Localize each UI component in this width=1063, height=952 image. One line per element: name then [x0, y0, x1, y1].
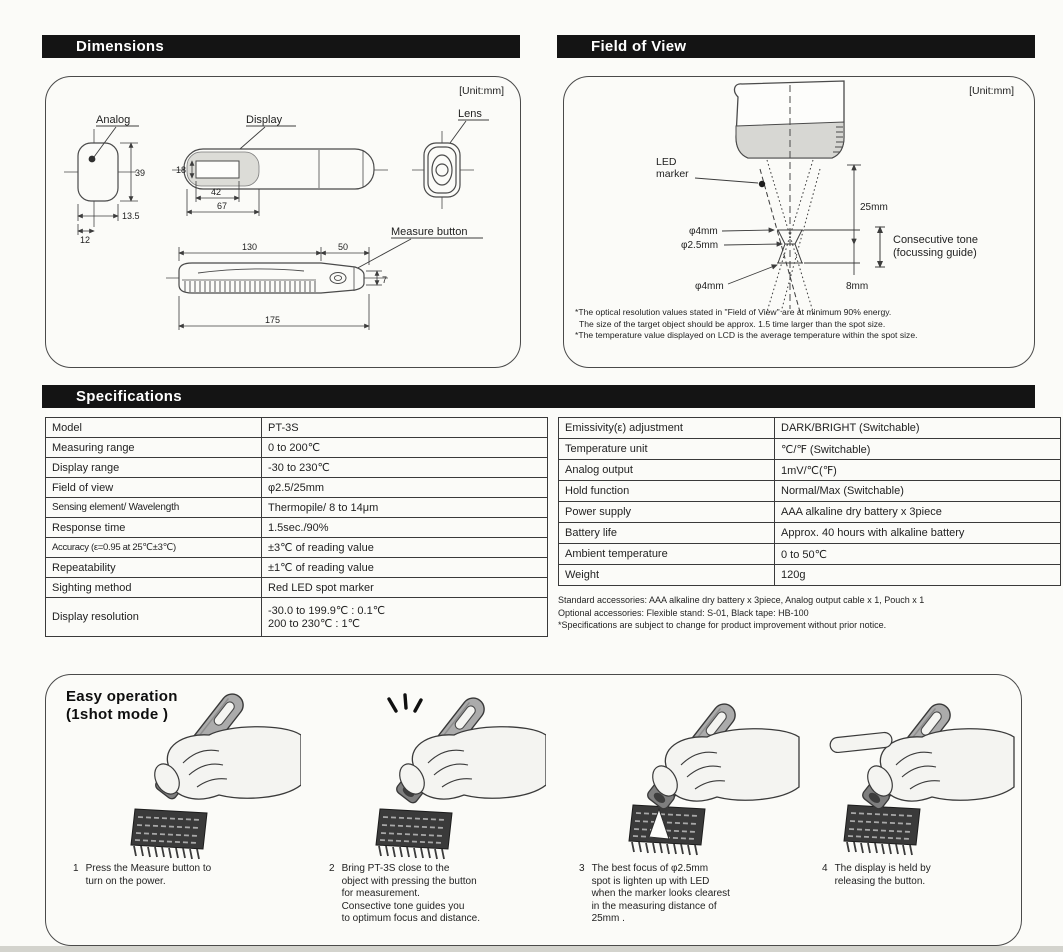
led-marker-leader — [695, 178, 758, 183]
table-row — [46, 458, 548, 478]
step-text: The best focus of φ2.5mm spot is lighten up with LED when the marker looks clearest in the measuring distance of 25mm . — [591, 863, 730, 924]
spec-label: Model — [46, 418, 262, 438]
ic-chip-target — [629, 805, 705, 855]
field-of-view-section-bar — [557, 35, 1035, 58]
ic-chip-target — [844, 805, 920, 855]
table-row — [46, 558, 548, 578]
dim-39: 39 — [135, 168, 146, 178]
step-text: The display is held by releasing the button. — [834, 863, 931, 887]
spec-note-accessories: Standard accessories: AAA alkaline dry battery x 3piece, Analog output cable x 1, Pouch x 1 — [558, 595, 925, 605]
table-row — [46, 518, 548, 538]
specifications-section-title: Specifications — [76, 388, 182, 405]
device-tip — [735, 81, 844, 158]
spec-value: 0 to 50℃ — [775, 544, 1061, 565]
spot-top-label: φ4mm — [689, 226, 718, 237]
step-number: 2 — [329, 863, 335, 874]
spec-label: Sighting method — [46, 578, 262, 598]
table-row — [559, 523, 1061, 544]
dimensions-drawing — [46, 77, 519, 366]
spec-label: Ambient temperature — [559, 544, 775, 565]
lens-end-view — [412, 131, 474, 209]
ic-chip-target — [376, 809, 452, 859]
table-row — [46, 598, 548, 637]
spot-mid-label: φ2.5mm — [681, 240, 719, 251]
spec-value: PT-3S — [262, 418, 548, 438]
spec-value: Normal/Max (Switchable) — [775, 481, 1061, 502]
fov-note-3: *The temperature value displayed on LCD is the average temperature within the spot size. — [575, 330, 918, 340]
table-row — [559, 544, 1061, 565]
step-4-caption — [822, 863, 1022, 888]
spec-note-optional: Optional accessories: Flexible stand: S-01, Black tape: HB-100 — [558, 607, 809, 618]
lens-label: Lens — [458, 108, 482, 120]
dim-13-5: 13.5 — [122, 211, 140, 221]
table-row — [559, 418, 1061, 439]
fov-note-1: *The optical resolution values stated in "Field of View" are at minimum 90% energy. — [575, 307, 892, 317]
spec-value: ℃/℉ (Switchable) — [775, 439, 1061, 460]
analog-label: Analog — [96, 114, 131, 126]
tone-label-line1: Consecutive tone — [893, 234, 978, 246]
dimensions-unit-label: [Unit:mm] — [459, 85, 504, 97]
step-2-illustration — [346, 689, 546, 861]
spec-value: AAA alkaline dry battery x 3piece — [775, 502, 1061, 523]
field-of-view-panel — [563, 76, 1035, 368]
step-1-illustration — [101, 691, 301, 863]
step-text: Press the Measure button to turn on the power. — [85, 863, 212, 887]
hand — [150, 727, 301, 799]
press-burst-icon — [389, 695, 421, 711]
spec-label: Response time — [46, 518, 262, 538]
dimensions-section-title: Dimensions — [76, 38, 165, 55]
lens-leader-line — [450, 121, 466, 143]
spec-value: Approx. 40 hours with alkaline battery — [775, 523, 1061, 544]
dim-25mm-lines — [804, 165, 861, 275]
dim-8mm-label: 8mm — [846, 281, 869, 292]
dim-50: 50 — [338, 242, 349, 252]
table-row — [559, 481, 1061, 502]
step-2-caption — [329, 863, 571, 926]
hand — [395, 727, 546, 799]
led-marker-dot — [759, 181, 765, 187]
spec-value: φ2.5/25mm — [262, 478, 548, 498]
spec-value: ±3℃ of reading value — [262, 538, 548, 558]
spec-note-disclaimer: *Specifications are subject to change for product improvement without prior notice. — [558, 620, 887, 630]
table-row — [46, 498, 548, 518]
dim-175: 175 — [265, 315, 281, 325]
easy-operation-title-line2: (1shot mode ) — [66, 706, 169, 723]
dim-7: 7 — [382, 275, 388, 285]
fov-unit-label: [Unit:mm] — [969, 85, 1014, 97]
led-beam-line — [760, 169, 800, 312]
fov-note-2: The size of the target object should be approx. 1.5 time larger than the spot size. — [579, 318, 886, 329]
table-row — [46, 418, 548, 438]
dimensions-panel — [45, 76, 521, 368]
spec-value: Red LED spot marker — [262, 578, 548, 598]
led-marker-label-line2: marker — [656, 168, 689, 180]
table-row — [559, 460, 1061, 481]
spec-value: 1.5sec./90% — [262, 518, 548, 538]
side-view-lower — [166, 263, 388, 293]
spec-value: -30.0 to 199.9℃ : 0.1℃ 200 to 230℃ : 1℃ — [262, 598, 548, 637]
dim-67: 67 — [217, 201, 228, 211]
side-view-upper — [172, 149, 388, 189]
table-row — [46, 478, 548, 498]
spec-table-right — [558, 417, 1061, 586]
step-4-illustration — [816, 689, 1016, 861]
scan-edge-band — [0, 946, 1063, 952]
spec-label: Analog output — [559, 460, 775, 481]
spot-bottom-label: φ4mm — [695, 281, 724, 292]
display-window — [196, 161, 239, 178]
table-row — [46, 578, 548, 598]
spec-label: Field of view — [46, 478, 262, 498]
led-marker-label-line1: LED — [656, 156, 677, 168]
table-row — [559, 439, 1061, 460]
spec-value: 1mV/℃(℉) — [775, 460, 1061, 481]
specifications-section-bar — [42, 385, 1035, 408]
tone-bracket — [875, 227, 885, 267]
tone-label-line2: (focussing guide) — [893, 247, 977, 259]
table-row — [46, 438, 548, 458]
table-row — [559, 565, 1061, 586]
dim-12: 12 — [80, 235, 91, 245]
hand — [648, 729, 799, 801]
spec-label: Display resolution — [46, 598, 262, 637]
spec-label: Power supply — [559, 502, 775, 523]
spec-value: ±1℃ of reading value — [262, 558, 548, 578]
spec-label: Display range — [46, 458, 262, 478]
spec-label: Hold function — [559, 481, 775, 502]
step-number: 4 — [822, 863, 828, 874]
spec-value: Thermopile/ 8 to 14μm — [262, 498, 548, 518]
display-label: Display — [246, 114, 283, 126]
step-3-caption — [579, 863, 821, 926]
step-3-illustration — [601, 689, 801, 861]
dim-42: 42 — [211, 187, 222, 197]
table-row — [46, 538, 548, 558]
table-row — [559, 502, 1061, 523]
easy-operation-title-line1: Easy operation — [66, 688, 178, 705]
step-text: Bring PT-3S close to the object with pressing the button for measurement. Consective tone guides you to optimum focus and distance. — [341, 863, 480, 924]
spec-label: Emissivity(ε) adjustment — [559, 418, 775, 439]
beam-lines — [760, 160, 820, 315]
dim-25mm-label: 25mm — [860, 202, 888, 213]
spec-table-left — [45, 417, 548, 637]
spec-notes — [558, 594, 1040, 632]
measure-button-label: Measure button — [391, 226, 468, 238]
spec-label: Measuring range — [46, 438, 262, 458]
field-of-view-section-title: Field of View — [591, 38, 687, 55]
spec-value: 120g — [775, 565, 1061, 586]
dim-130: 130 — [242, 242, 258, 252]
step-number: 1 — [73, 863, 79, 874]
spec-label: Sensing element/ Wavelength — [46, 498, 262, 518]
spec-label: Battery life — [559, 523, 775, 544]
spec-value: -30 to 230℃ — [262, 458, 548, 478]
spec-label: Temperature unit — [559, 439, 775, 460]
spec-value: DARK/BRIGHT (Switchable) — [775, 418, 1061, 439]
spec-label: Accuracy (ε=0.95 at 25℃±3℃) — [46, 538, 262, 558]
step-1-caption — [73, 863, 311, 888]
fov-notes — [575, 307, 1027, 342]
spec-value: 0 to 200℃ — [262, 438, 548, 458]
spec-label: Weight — [559, 565, 775, 586]
spec-label: Repeatability — [46, 558, 262, 578]
dimensions-section-bar — [42, 35, 520, 58]
dim-18: 18 — [176, 165, 187, 175]
step-number: 3 — [579, 863, 585, 874]
ic-chip-target — [131, 809, 207, 859]
